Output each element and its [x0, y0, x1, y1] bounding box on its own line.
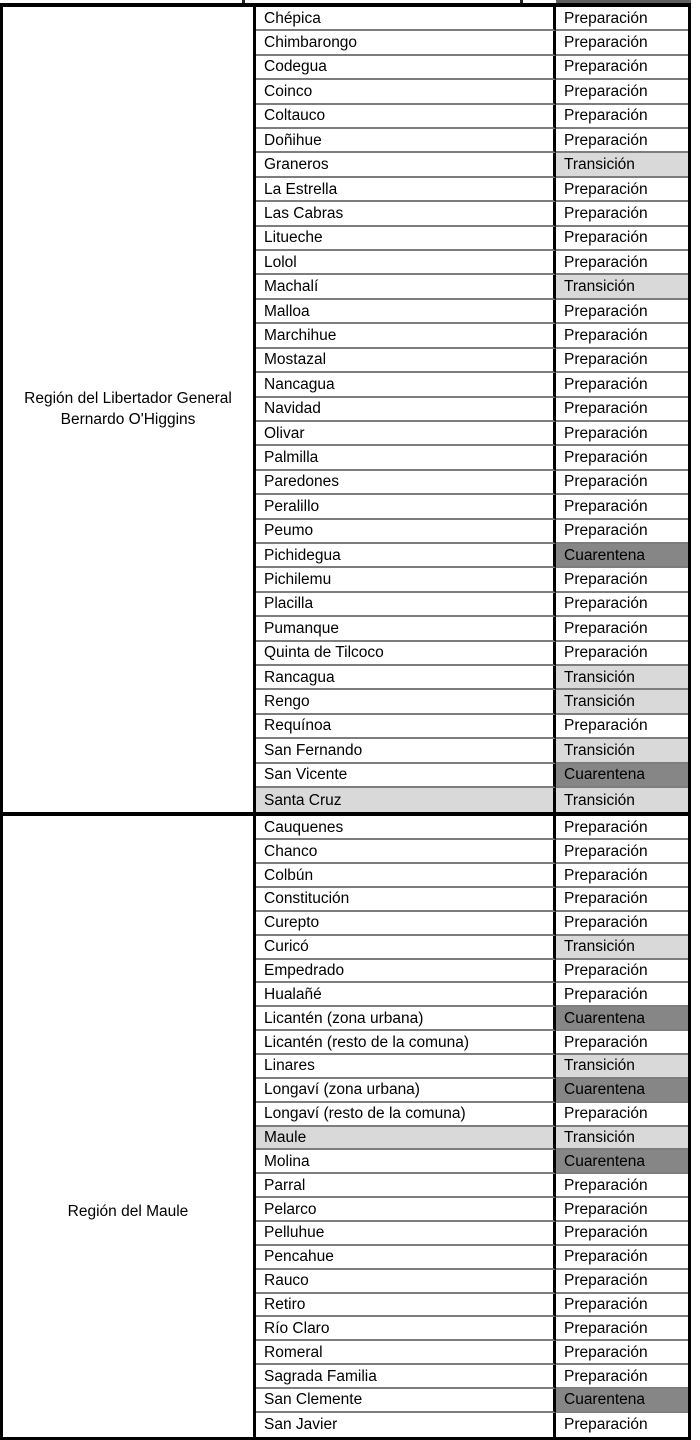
commune-cell: Maule — [256, 1127, 556, 1151]
status-cell: Cuarentena — [556, 1389, 688, 1413]
status-cell: Transición — [556, 666, 688, 690]
commune-cell: Doñihue — [256, 129, 556, 153]
commune-cell: Requínoa — [256, 715, 556, 739]
commune-cell: Rancagua — [256, 666, 556, 690]
status-cell: Preparación — [556, 80, 688, 104]
status-cell: Preparación — [556, 1294, 688, 1318]
commune-cell: Nancagua — [256, 373, 556, 397]
status-cell: Preparación — [556, 227, 688, 251]
commune-cell: Santa Cruz — [256, 788, 556, 812]
status-cell: Transición — [556, 153, 688, 177]
commune-cell: Retiro — [256, 1294, 556, 1318]
region-label: Región del Maule — [67, 1203, 189, 1221]
commune-cell: Sagrada Familia — [256, 1365, 556, 1389]
status-cell: Preparación — [556, 1246, 688, 1270]
commune-cell: Pumanque — [256, 617, 556, 641]
commune-cell: La Estrella — [256, 178, 556, 202]
commune-cell: Chimbarongo — [256, 31, 556, 55]
commune-cell: Peralillo — [256, 495, 556, 519]
status-cell: Preparación — [556, 422, 688, 446]
commune-cell: Las Cabras — [256, 202, 556, 226]
status-cell: Preparación — [556, 202, 688, 226]
status-cell: Preparación — [556, 56, 688, 80]
commune-cell: Pencahue — [256, 1246, 556, 1270]
commune-cell: Placilla — [256, 593, 556, 617]
status-cell: Transición — [556, 275, 688, 299]
commune-cell: Río Claro — [256, 1317, 556, 1341]
status-cell: Preparación — [556, 617, 688, 641]
status-cell: Preparación — [556, 300, 688, 324]
status-cell: Preparación — [556, 1174, 688, 1198]
commune-cell: Paredones — [256, 471, 556, 495]
status-cell: Preparación — [556, 593, 688, 617]
commune-cell: Hualañé — [256, 983, 556, 1007]
commune-cell: Graneros — [256, 153, 556, 177]
status-cell: Preparación — [556, 1198, 688, 1222]
commune-cell: Colbún — [256, 864, 556, 888]
status-cell: Preparación — [556, 349, 688, 373]
status-cell: Cuarentena — [556, 1150, 688, 1174]
status-cell: Preparación — [556, 960, 688, 984]
region-cell — [3, 816, 256, 1436]
commune-cell: Licantén (resto de la comuna) — [256, 1031, 556, 1055]
commune-cell: Pelluhue — [256, 1222, 556, 1246]
status-cell: Preparación — [556, 398, 688, 422]
status-cell: Transición — [556, 1055, 688, 1079]
status-cell: Preparación — [556, 1365, 688, 1389]
status-cell: Preparación — [556, 1103, 688, 1127]
status-cell: Transición — [556, 739, 688, 763]
status-cell: Preparación — [556, 7, 688, 31]
commune-cell: Rauco — [256, 1270, 556, 1294]
commune-cell: Coinco — [256, 80, 556, 104]
status-cell: Cuarentena — [556, 544, 688, 568]
status-cell: Preparación — [556, 864, 688, 888]
commune-status-table — [0, 3, 691, 1440]
status-cell: Preparación — [556, 373, 688, 397]
commune-cell: Parral — [256, 1174, 556, 1198]
commune-cell: Longaví (resto de la comuna) — [256, 1103, 556, 1127]
commune-cell: Empedrado — [256, 960, 556, 984]
status-cell: Preparación — [556, 1413, 688, 1437]
region-cell — [3, 7, 256, 812]
commune-cell: San Fernando — [256, 739, 556, 763]
commune-cell: Chanco — [256, 840, 556, 864]
status-cell: Preparación — [556, 642, 688, 666]
status-cell: Preparación — [556, 178, 688, 202]
status-cell: Preparación — [556, 816, 688, 840]
commune-cell: Codegua — [256, 56, 556, 80]
commune-cell: Rengo — [256, 690, 556, 714]
commune-cell: Mostazal — [256, 349, 556, 373]
status-cell: Preparación — [556, 912, 688, 936]
status-cell: Cuarentena — [556, 764, 688, 788]
commune-cell: Lolol — [256, 251, 556, 275]
commune-cell: Pichidegua — [256, 544, 556, 568]
commune-cell: Palmilla — [256, 446, 556, 470]
commune-cell: Constitución — [256, 888, 556, 912]
status-cell: Preparación — [556, 983, 688, 1007]
commune-cell: Machalí — [256, 275, 556, 299]
commune-cell: Chépica — [256, 7, 556, 31]
commune-cell: Pichilemu — [256, 568, 556, 592]
status-cell: Preparación — [556, 520, 688, 544]
commune-cell: Longaví (zona urbana) — [256, 1079, 556, 1103]
status-cell: Transición — [556, 1127, 688, 1151]
commune-cell: Peumo — [256, 520, 556, 544]
status-cell: Preparación — [556, 495, 688, 519]
status-cell: Transición — [556, 788, 688, 812]
status-cell: Transición — [556, 936, 688, 960]
commune-cell: Litueche — [256, 227, 556, 251]
commune-cell: Coltauco — [256, 105, 556, 129]
commune-cell: Molina — [256, 1150, 556, 1174]
commune-cell: Olivar — [256, 422, 556, 446]
status-cell: Preparación — [556, 324, 688, 348]
commune-cell: Marchihue — [256, 324, 556, 348]
status-cell: Preparación — [556, 251, 688, 275]
commune-cell: Licantén (zona urbana) — [256, 1007, 556, 1031]
region-label: Región del Libertador General Bernardo O'Higgins — [24, 389, 232, 428]
status-cell: Preparación — [556, 31, 688, 55]
commune-cell: Linares — [256, 1055, 556, 1079]
status-cell: Preparación — [556, 568, 688, 592]
commune-cell: Navidad — [256, 398, 556, 422]
status-cell: Preparación — [556, 129, 688, 153]
commune-cell: Quinta de Tilcoco — [256, 642, 556, 666]
status-cell: Preparación — [556, 1222, 688, 1246]
status-cell: Preparación — [556, 1317, 688, 1341]
commune-cell: Romeral — [256, 1341, 556, 1365]
status-cell: Preparación — [556, 840, 688, 864]
commune-cell: Curepto — [256, 912, 556, 936]
commune-cell: Malloa — [256, 300, 556, 324]
status-cell: Preparación — [556, 1031, 688, 1055]
commune-cell: San Vicente — [256, 764, 556, 788]
status-cell: Transición — [556, 690, 688, 714]
commune-cell: Cauquenes — [256, 816, 556, 840]
status-cell: Preparación — [556, 1270, 688, 1294]
status-cell: Cuarentena — [556, 1007, 688, 1031]
status-cell: Preparación — [556, 1341, 688, 1365]
commune-cell: Pelarco — [256, 1198, 556, 1222]
status-cell: Preparación — [556, 888, 688, 912]
status-cell: Preparación — [556, 446, 688, 470]
commune-cell: San Clemente — [256, 1389, 556, 1413]
commune-cell: Curicó — [256, 936, 556, 960]
status-cell: Preparación — [556, 105, 688, 129]
status-cell: Preparación — [556, 715, 688, 739]
commune-cell: San Javier — [256, 1413, 556, 1437]
status-cell: Preparación — [556, 471, 688, 495]
status-cell: Cuarentena — [556, 1079, 688, 1103]
